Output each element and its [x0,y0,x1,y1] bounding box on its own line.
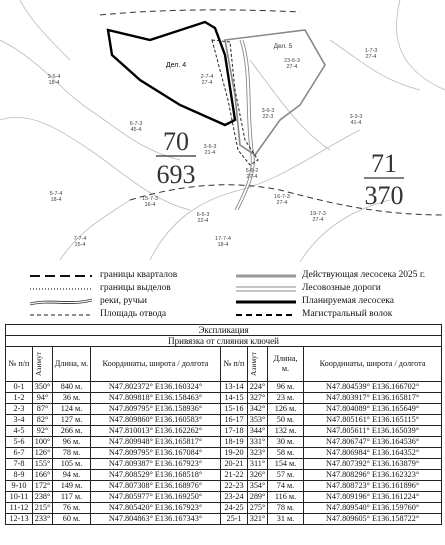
coordinates: N47.808723° E136.161896° [304,481,442,492]
azimuth: 92° [33,426,53,437]
legend-symbol-main-skid-trail [236,311,296,319]
length: 154 м. [268,459,304,470]
svg-text:71: 71 [371,149,397,178]
subcompartment-label: 3-6-4 18-4 [47,74,61,86]
table-row [6,492,442,503]
coordinates: N47.809196° E136.161224° [304,492,442,503]
azimuth: 224° [248,382,268,393]
subcompartment-label: 3-3-3 41-4 [349,114,363,126]
forest-plot-map [0,0,445,262]
legend-label: Лесовозные дороги [302,283,381,293]
coordinates: N47.809605° E136.158722° [304,514,442,525]
length: 116 м. [268,492,304,503]
legend-label: Площадь отвода [100,309,167,319]
plot-label-4: Дел. 4 [165,62,187,69]
table-row [6,426,442,437]
subcompartment-label: 19-7-3 27-4 [310,211,326,223]
table-row [6,459,442,470]
subcompartment-label: 23-6-3 27-4 [284,58,300,70]
table-row [6,415,442,426]
subcompartment-label: 7-7-4 15-4 [73,236,87,248]
length: 266 м. [53,426,91,437]
segment-num: 25-1 [221,514,248,525]
table-row [6,382,442,393]
legend-label: границы выделов [100,283,171,293]
length: 78 м. [268,503,304,514]
header-coords: Координаты, широта / долгота [91,347,221,382]
segment-num: 21-22 [221,470,248,481]
legend-symbol-allotment [30,311,92,319]
header-azimuth: Азимут [248,347,268,382]
legend-label: Магистральный волок [302,309,393,319]
map-contours [0,0,445,262]
subcompartment-label: 5-6-2 27-4 [245,168,259,180]
coordinates: N47.809540° E136.159760° [304,503,442,514]
length: 124 м. [53,404,91,415]
subcompartment-label: 15-7-3 16-4 [142,196,158,208]
length: 23 м. [268,393,304,404]
azimuth: 344° [248,426,268,437]
legend-symbol-forest-road [236,285,296,293]
segment-num: 0-1 [6,382,33,393]
coordinates: N47.808296° E136.162323° [304,470,442,481]
coordinates: N47.809948° E136.165817° [91,437,221,448]
coordinates: N47.807308° E136.168976° [91,481,221,492]
planned-cutting [108,22,235,125]
header-length: Длина, м. [53,347,91,382]
length: 96 м. [53,437,91,448]
coordinates: N47.808529° E136.168518° [91,470,221,481]
azimuth: 353° [248,415,268,426]
coordinates: N47.804863° E136.167343° [91,514,221,525]
azimuth: 331° [248,437,268,448]
table-row [6,470,442,481]
coordinates: N47.807392° E136.163879° [304,459,442,470]
segment-num: 12-13 [6,514,33,525]
segment-num: 13-14 [221,382,248,393]
length: 94 м. [53,470,91,481]
legend-symbol-quarter-boundary [30,272,92,280]
length: 127 м. [53,415,91,426]
table-row [6,393,442,404]
segment-num: 4-5 [6,426,33,437]
coordinates: N47.809795° E136.167084° [91,448,221,459]
azimuth: 233° [33,514,53,525]
azimuth: 311° [248,459,268,470]
subcompartment-label: 2-7-4 27-4 [200,74,214,86]
azimuth: 155° [33,459,53,470]
coordinates: N47.805161° E136.165115° [304,415,442,426]
quarter-label-71 [364,149,404,210]
segment-num: 1-2 [6,393,33,404]
legend-label: границы кварталов [100,270,178,280]
length: 117 м. [53,492,91,503]
length: 36 м. [53,393,91,404]
coordinates: N47.805611° E136.165039° [304,426,442,437]
subcompartment-label: 1-7-3 27-4 [364,48,378,60]
legend-symbol-subcompartment-boundary [30,285,92,293]
length: 840 м. [53,382,91,393]
segment-num: 5-6 [6,437,33,448]
segment-num: 22-23 [221,481,248,492]
azimuth: 172° [33,481,53,492]
azimuth: 327° [248,393,268,404]
table-row [6,448,442,459]
length: 105 м. [53,459,91,470]
svg-text:370: 370 [364,181,404,210]
coordinates: N47.809818° E136.158463° [91,393,221,404]
coordinates: N47.806984° E136.164352° [304,448,442,459]
table-row [6,404,442,415]
length: 57 м. [268,470,304,481]
subcompartment-label: 17-7-4 18-4 [215,236,231,248]
explication-table [5,324,442,525]
segment-num: 23-24 [221,492,248,503]
azimuth: 94° [33,393,53,404]
segment-num: 24-25 [221,503,248,514]
azimuth: 323° [248,448,268,459]
coordinates: N47.803917° E136.165817° [304,393,442,404]
segment-num: 19-20 [221,448,248,459]
length: 50 м. [268,415,304,426]
subcompartment-label: 6-7-3 45-4 [129,121,143,133]
subcompartment-label: 6-6-3 22-4 [196,212,210,224]
segment-num: 20-21 [221,459,248,470]
plot-label-5: Дел. 5 [273,43,293,50]
legend-symbol-active-cutting [236,272,296,280]
length: 96 м. [268,382,304,393]
azimuth: 166° [33,470,53,481]
azimuth: 126° [33,448,53,459]
table-title: Экспликация [6,325,442,336]
azimuth: 342° [248,404,268,415]
azimuth: 82° [33,415,53,426]
segment-num: 17-18 [221,426,248,437]
legend-label: Действующая лесосека 2025 г. [302,270,426,280]
length: 126 м. [268,404,304,415]
coordinates: N47.809387° E136.167923° [91,459,221,470]
length: 58 м. [268,448,304,459]
length: 78 м. [53,448,91,459]
table-row [6,514,442,525]
table-body [6,382,442,525]
length: 30 м. [268,437,304,448]
azimuth: 100° [33,437,53,448]
header-coords: Координаты, широта / долгота [304,347,442,382]
quarter-label-70 [156,127,196,189]
segment-num: 8-9 [6,470,33,481]
segment-num: 14-15 [221,393,248,404]
header-length: Длина, м. [268,347,304,382]
subcompartment-label: 3-6-3 21-4 [203,144,217,156]
azimuth: 238° [33,492,53,503]
explication-table-wrap [5,324,441,525]
coordinates: N47.806747° E136.164536° [304,437,442,448]
legend-label: Планируемая лесосека [302,296,394,306]
azimuth: 354° [248,481,268,492]
segment-num: 2-3 [6,404,33,415]
azimuth: 215° [33,503,53,514]
subcompartment-label: 3-6-3 22-3 [261,108,275,120]
segment-num: 3-4 [6,415,33,426]
coordinates: N47.809860° E136.160583° [91,415,221,426]
svg-text:693: 693 [156,160,196,189]
length: 74 м. [268,481,304,492]
segment-num: 11-12 [6,503,33,514]
length: 149 м. [53,481,91,492]
coordinates: N47.809795° E136.158936° [91,404,221,415]
segment-num: 18-19 [221,437,248,448]
length: 76 м. [53,503,91,514]
coordinates: N47.805420° E136.167923° [91,503,221,514]
azimuth: 321° [248,514,268,525]
map-legend [0,268,445,324]
subcompartment-label: 5-7-4 18-4 [49,191,63,203]
azimuth: 87° [33,404,53,415]
table-row [6,503,442,514]
coordinates: N47.804539° E136.166702° [304,382,442,393]
table-row [6,481,442,492]
segment-num: 6-7 [6,448,33,459]
segment-num: 16-17 [221,415,248,426]
coordinates: N47.805977° E136.169250° [91,492,221,503]
azimuth: 350° [33,382,53,393]
legend-symbol-river [30,296,92,306]
legend-label: реки, ручьи [100,296,147,306]
coordinates: N47.810013° E136.162262° [91,426,221,437]
azimuth: 289° [248,492,268,503]
segment-num: 15-16 [221,404,248,415]
svg-text:70: 70 [163,127,189,156]
header-num: № п/п [221,347,248,382]
header-num: № п/п [6,347,33,382]
length: 132 м. [268,426,304,437]
segment-num: 10-11 [6,492,33,503]
length: 31 м. [268,514,304,525]
azimuth: 326° [248,470,268,481]
segment-num: 7-8 [6,459,33,470]
azimuth: 275° [248,503,268,514]
header-azimuth: Азимут [33,347,53,382]
coordinates: N47.802372° E136.160324° [91,382,221,393]
coordinates: N47.804089° E136.165649° [304,404,442,415]
legend-symbol-planned-cutting [236,298,296,306]
length: 60 м. [53,514,91,525]
table-subtitle: Привязка от слияния ключей [6,336,442,347]
table-header-row [6,347,442,382]
subcompartment-label: 16-7-3 27-4 [274,194,290,206]
table-row [6,437,442,448]
segment-num: 9-10 [6,481,33,492]
